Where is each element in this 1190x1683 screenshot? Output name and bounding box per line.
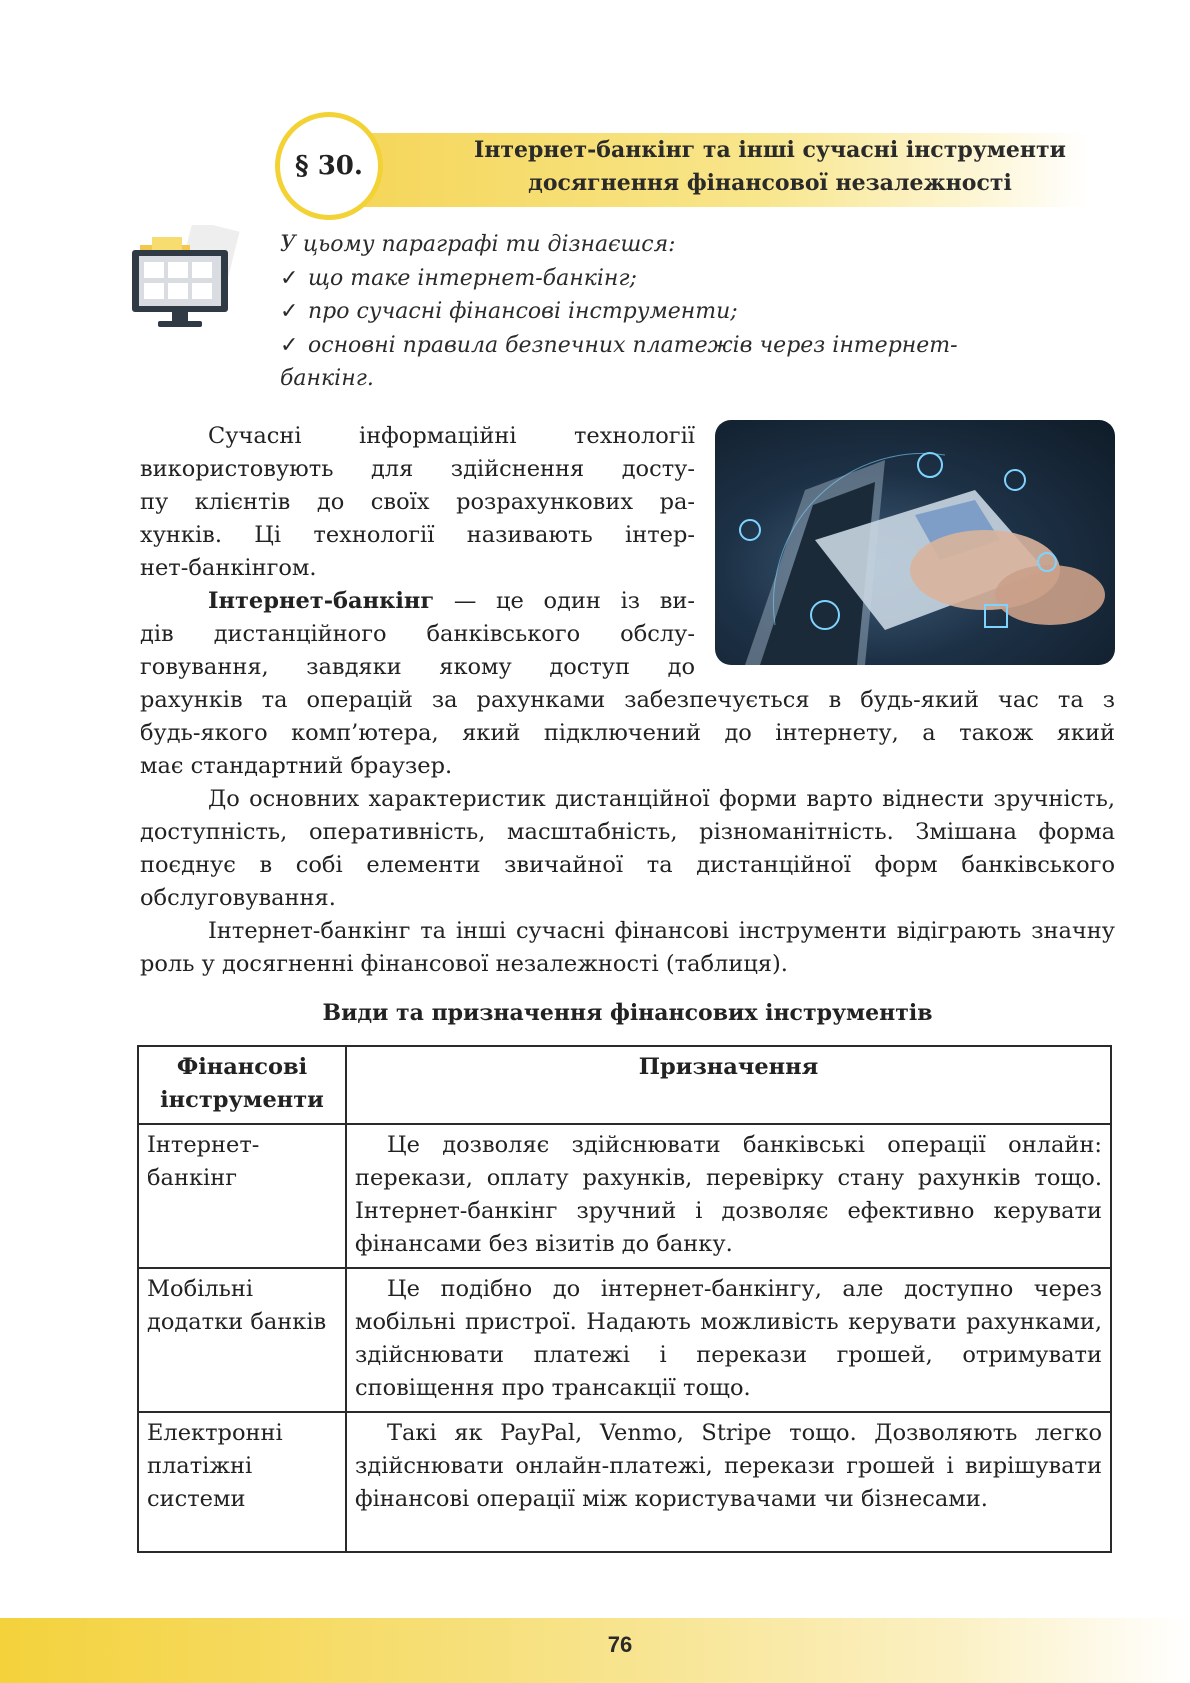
paragraph-3: До основних характеристик дистанційної форми варто віднести зручність, доступність, оперативність, масштабність, різноманітність. Змішана форма поєднує в собі елементи звичайної та дистанційної форм банківського обслуговування. <box>140 786 1115 911</box>
section-number-badge <box>275 112 383 220</box>
intro-item: ✓ що таке інтернет-банкінг; <box>280 262 1120 296</box>
computer-monitor-icon <box>130 225 240 335</box>
paragraph-1: Сучасні інформаційні технології використовують для здійснення досту- пу клієнтів до своїх розрахункових ра- хунків. Ці технології називають інтер- нет-банкінгом. Інтернет-банкінг — це один із ви- дів дистанційного банківського обслу- говування, завдяки якому доступ до <box>140 423 695 680</box>
checkmark-icon: ✓ <box>280 265 299 291</box>
intro-lead: У цьому параграфі ти дізнаєшся: <box>280 232 676 257</box>
checkmark-icon: ✓ <box>280 299 299 324</box>
paragraph-4: Інтернет-банкінг та інші сучасні фінансові інструменти відіграють значну роль у досягненні фінансової незалежності (таблиця). <box>140 918 1115 977</box>
term-internet-banking: Інтернет-банкінг <box>208 588 435 614</box>
column-header-instruments: Фінансові інструменти <box>138 1046 346 1124</box>
paragraph-2-continuation: рахунків та операцій за рахунками забезпечується в будь-який час та з будь-якого комп’ютера, який підключений до інтернету, а також який має стандартний браузер. <box>140 687 1115 779</box>
table-row <box>138 1412 1111 1552</box>
paragraph-2-start: Інтернет-банкінг — це один із ви- <box>208 588 695 614</box>
table-caption: Види та призначення фінансових інструментів <box>322 1000 933 1026</box>
instrument-cell: Мобільні додатки банків <box>138 1268 346 1412</box>
section-title-line2: досягнення фінансової незалежності <box>528 170 1012 196</box>
instrument-cell: Інтернет-банкінг <box>138 1124 346 1268</box>
section-title-line1: Інтернет-банкінг та інші сучасні інструменти <box>474 137 1066 163</box>
intro-item: ✓ основні правила безпечних платежів через інтернет- <box>280 329 1120 363</box>
checkmark-icon: ✓ <box>280 332 299 358</box>
online-banking-photo <box>715 420 1115 665</box>
intro-item: ✓ про сучасні фінансові інструменти; <box>280 295 1120 329</box>
table-header-row <box>138 1046 1111 1124</box>
intro-objectives <box>280 228 1120 396</box>
intro-item-continuation: банкінг. <box>280 366 374 391</box>
table-row <box>138 1268 1111 1412</box>
financial-instruments-table <box>137 1045 1112 1553</box>
instrument-cell: Електронні платіжні системи <box>138 1412 346 1552</box>
purpose-cell: Це дозволяє здійснювати банківські операції онлайн: перекази, оплату рахунків, перевірку стану рахунків тощо. Інтернет-банкінг зручний і дозволяє ефективно керувати фінансами без візитів до банку. <box>346 1124 1111 1268</box>
column-header-purpose: Призначення <box>346 1046 1111 1124</box>
section-title <box>420 134 1120 200</box>
table-row <box>138 1124 1111 1268</box>
purpose-cell: Такі як PayPal, Venmo, Stripe тощо. Дозволяють легко здійснювати онлайн-платежі, перекази грошей і вирішувати фінансові операції між користувачами чи бізнесами. <box>346 1412 1111 1552</box>
page-number: 76 <box>607 1632 633 1657</box>
section-number: § 30. <box>295 151 363 181</box>
purpose-cell: Це подібно до інтернет-банкінгу, але доступно через мобільні пристрої. Надають можливість керувати рахунками, здійснювати платежі і перекази грошей, отримувати сповіщення про трансакції тощо. <box>346 1268 1111 1412</box>
